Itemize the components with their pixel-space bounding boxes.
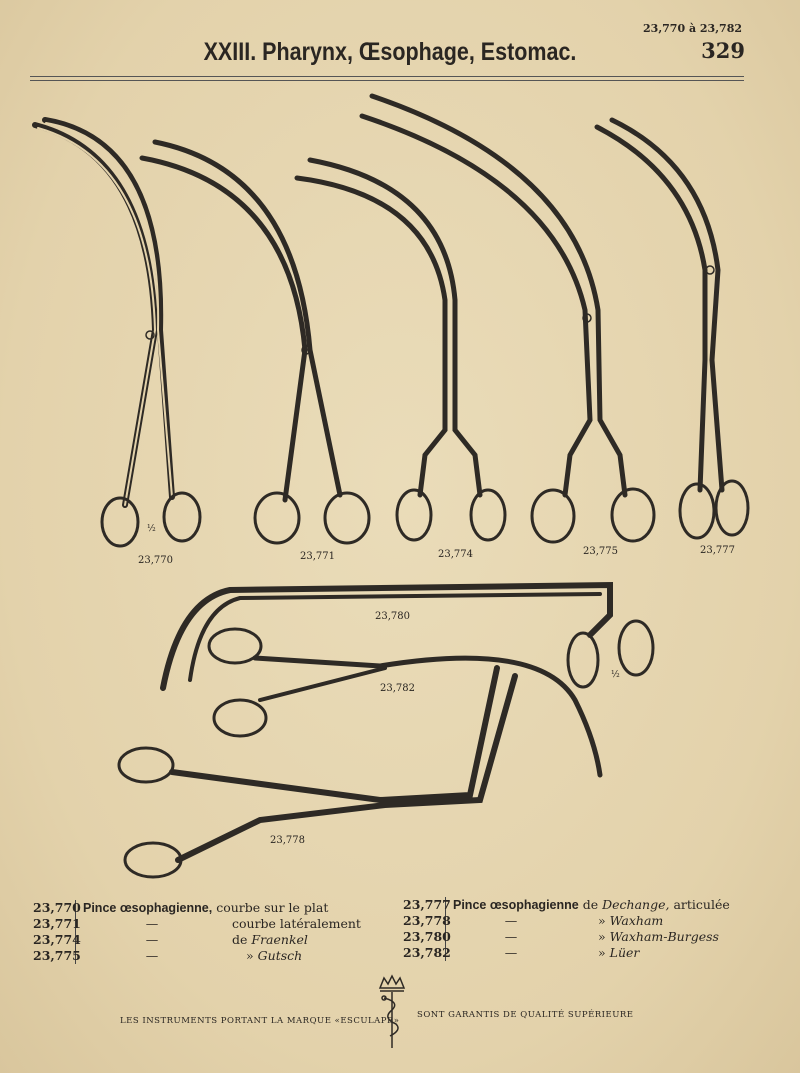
forceps-23775 bbox=[362, 96, 654, 542]
legend-row: 23,775 — » Gutsch bbox=[33, 948, 303, 963]
label-23778: 23,778 bbox=[270, 835, 305, 846]
footer-left: LES INSTRUMENTS PORTANT LA MARQUE «ESCULAPE» bbox=[120, 1016, 400, 1026]
page-title: XXIII. Pharynx, Œsophage, Estomac. bbox=[203, 38, 577, 66]
forceps-23778 bbox=[119, 668, 515, 877]
label-23775: 23,775 bbox=[583, 546, 618, 557]
label-23774: 23,774 bbox=[438, 549, 473, 560]
legend-row: 23,774 — de Fraenkel bbox=[33, 932, 308, 947]
forceps-23771 bbox=[142, 142, 369, 543]
label-23770: 23,770 bbox=[138, 555, 173, 566]
page-number: 329 bbox=[701, 38, 745, 63]
label-23771: 23,771 bbox=[300, 551, 335, 562]
legend-right bbox=[403, 897, 730, 961]
scale-mark-2: ½ bbox=[611, 670, 620, 680]
legend-row: 23,771 — courbe latéralement bbox=[33, 916, 361, 931]
scale-mark: ½ bbox=[147, 524, 156, 534]
forceps-23782 bbox=[209, 629, 600, 775]
forceps-23770 bbox=[35, 120, 200, 546]
forceps-23780 bbox=[163, 585, 653, 688]
forceps-23777 bbox=[597, 120, 748, 538]
legend-row: 23,778 — » Waxham bbox=[403, 913, 664, 928]
legend-row: 23,770 Pince œsophagienne, courbe sur le plat bbox=[33, 900, 329, 915]
legend-row: 23,780 — » Waxham-Burgess bbox=[403, 929, 719, 944]
label-23777: 23,777 bbox=[700, 545, 735, 556]
legend-left bbox=[33, 900, 361, 964]
esculape-emblem-icon bbox=[374, 974, 410, 1050]
forceps-23774 bbox=[297, 160, 505, 540]
legend-row: 23,782 — » Lüer bbox=[403, 945, 640, 960]
label-23782: 23,782 bbox=[380, 683, 415, 694]
legend-row: 23,777 Pince œsophagienne de Dechange, articulée bbox=[403, 897, 730, 912]
label-23780: 23,780 bbox=[375, 611, 410, 622]
footer-right: SONT GARANTIS DE QUALITÉ SUPÉRIEURE bbox=[417, 1010, 634, 1020]
item-range: 23,770 à 23,782 bbox=[643, 22, 742, 35]
